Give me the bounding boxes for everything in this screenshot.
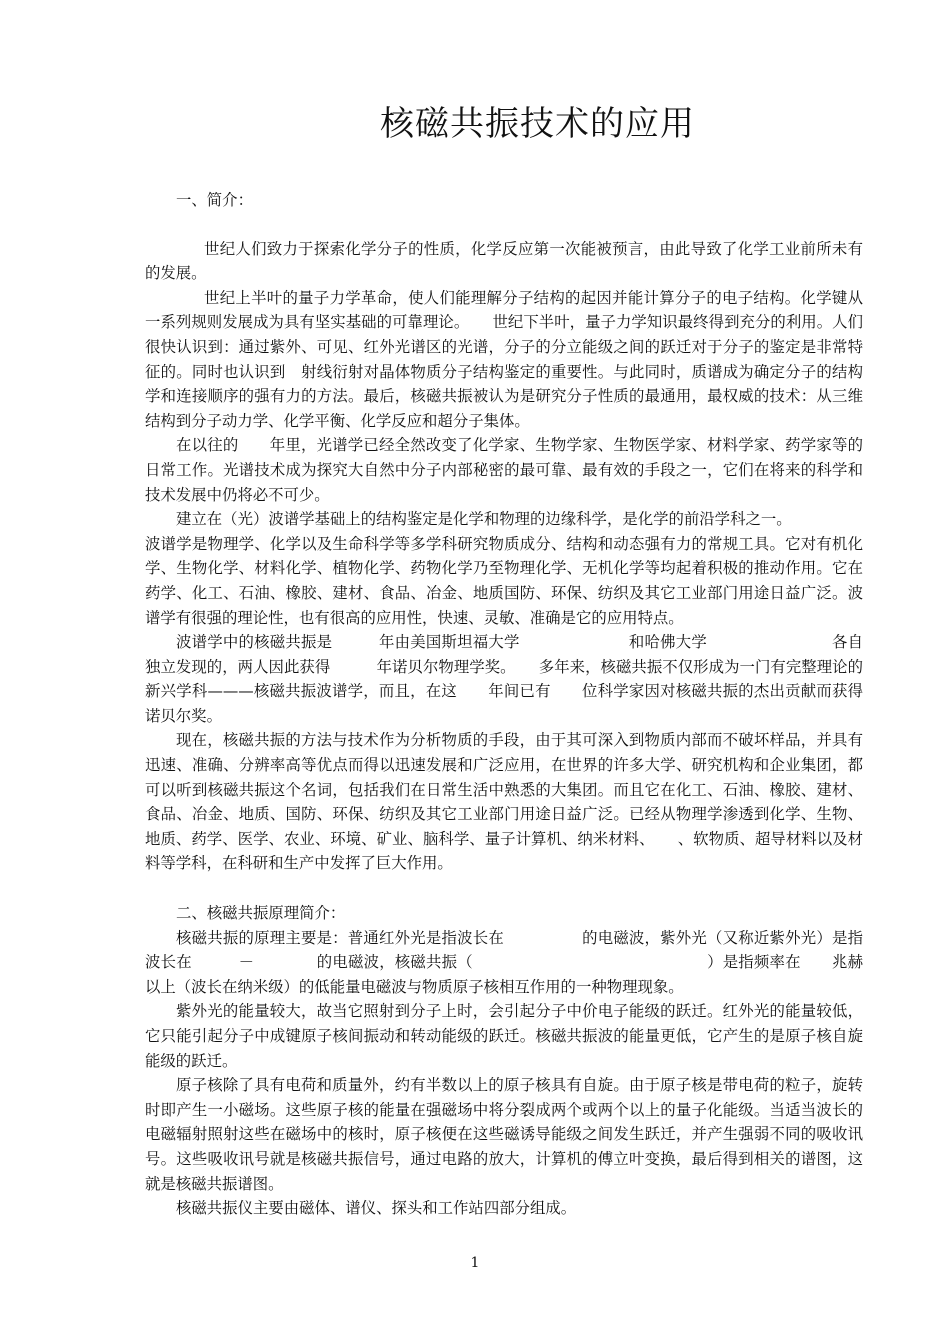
paragraph: 建立在（光）波谱学基础上的结构鉴定是化学和物理的边缘科学，是化学的前沿学科之一。: [176, 510, 792, 529]
paragraph: 波谱学中的核磁共振是 年由美国斯坦福大学 和哈佛大学 各自独立发现的，两人因此获得 年诺贝尔物理学奖。 多年来，核磁共振不仅形成为一门有完整理论的新兴学科———核磁共振波谱学，而且，在这 年间已有 位科学家因对核磁共振的杰出贡献而获得诺贝尔奖。: [145, 633, 863, 725]
paragraph: 核磁共振的原理主要是：普通红外光是指波长在 的电磁波，紫外光（又称近紫外光）是指波长在 － 的电磁波，核磁共振（ ）是指频率在 兆赫以上（波长在纳米级）的低能量电磁波与物质原子核相互作用的一种物理现象。: [145, 928, 863, 996]
paragraph: 世纪上半叶的量子力学革命，使人们能理解分子结构的起因并能计算分子的电子结构。化学键从一系列规则发展成为具有坚实基础的可靠理论。 世纪下半叶，量子力学知识最终得到充分的利用。人们很快认识到：通过紫外、可见、红外光谱区的光谱，分子的分立能级之间的跃迁对于分子的鉴定是非常特征的。同时也认识到 射线衍射对晶体物质分子结构鉴定的重要性。与此同时，质谱成为确定分子的结构学和连接顺序的强有力的方法。最后，核磁共振被认为是研究分子性质的最通用，最权威的技术：从三维结构到分子动力学、化学平衡、化学反应和超分子集体。: [145, 288, 863, 430]
paragraph: 核磁共振仪主要由磁体、谱仪、探头和工作站四部分组成。: [176, 1199, 577, 1218]
section-heading-intro: 一、简介：: [176, 191, 253, 209]
document-body: [145, 188, 863, 1221]
section-heading-principle: 二、核磁共振原理简介：: [176, 904, 346, 923]
page-number: 1: [470, 1255, 480, 1271]
paragraph: 现在，核磁共振的方法与技术作为分析物质的手段，由于其可深入到物质内部而不破坏样品，并具有迅速、准确、分辨率高等优点而得以迅速发展和广泛应用，在世界的许多大学、研究机构和企业集团，都可以听到核磁共振这个名词，包括我们在日常生活中熟悉的大集团。而且它在化工、石油、橡胶、建材、食品、冶金、地质、国防、环保、纺织及其它工业部门用途日益广泛。已经从物理学渗透到化学、生物、地质、药学、医学、农业、环境、矿业、脑科学、量子计算机、纳米材料、 、软物质、超导材料以及材料等学科，在科研和生产中发挥了巨大作用。: [145, 731, 863, 873]
paragraph: 原子核除了具有电荷和质量外，约有半数以上的原子核具有自旋。由于原子核是带电荷的粒子，旋转时即产生一小磁场。这些原子核的能量在强磁场中将分裂成两个或两个以上的量子化能级。当适当波长的电磁辐射照射这些在磁场中的核时，原子核便在这些磁诱导能级之间发生跃迁，并产生强弱不同的吸收讯号。这些吸收讯号就是核磁共振信号，通过电路的放大，计算机的傅立叶变换，最后得到相关的谱图，这就是核磁共振谱图。: [145, 1076, 863, 1193]
paragraph: 在以往的 年里，光谱学已经全然改变了化学家、生物学家、生物医学家、材料学家、药学家等的日常工作。光谱技术成为探究大自然中分子内部秘密的最可靠、最有效的手段之一，它们在将来的科学和技术发展中仍将必不可少。: [145, 436, 863, 504]
paragraph: 波谱学是物理学、化学以及生命科学等多学科研究物质成分、结构和动态强有力的常规工具。它对有机化学、生物化学、材料化学、植物化学、药物化学乃至物理化学、无机化学等均起着积极的推动作用。它在药学、化工、石油、橡胶、建材、食品、冶金、地质国防、环保、纺织及其它工业部门用途日益广泛。波谱学有很强的理论性，也有很高的应用性，快速、灵敏、准确是它的应用特点。: [145, 534, 863, 627]
paragraph: 世纪人们致力于探索化学分子的性质，化学反应第一次能被预言，由此导致了化学工业前所未有的发展。: [145, 239, 863, 283]
document-title: 核磁共振技术的应用: [380, 104, 695, 144]
paragraph: 紫外光的能量较大，故当它照射到分子上时，会引起分子中价电子能级的跃迁。红外光的能量较低，它只能引起分子中成键原子核间振动和转动能级的跃迁。核磁共振波的能量更低，它产生的是原子核自旋能级的跃迁。: [145, 1002, 863, 1070]
